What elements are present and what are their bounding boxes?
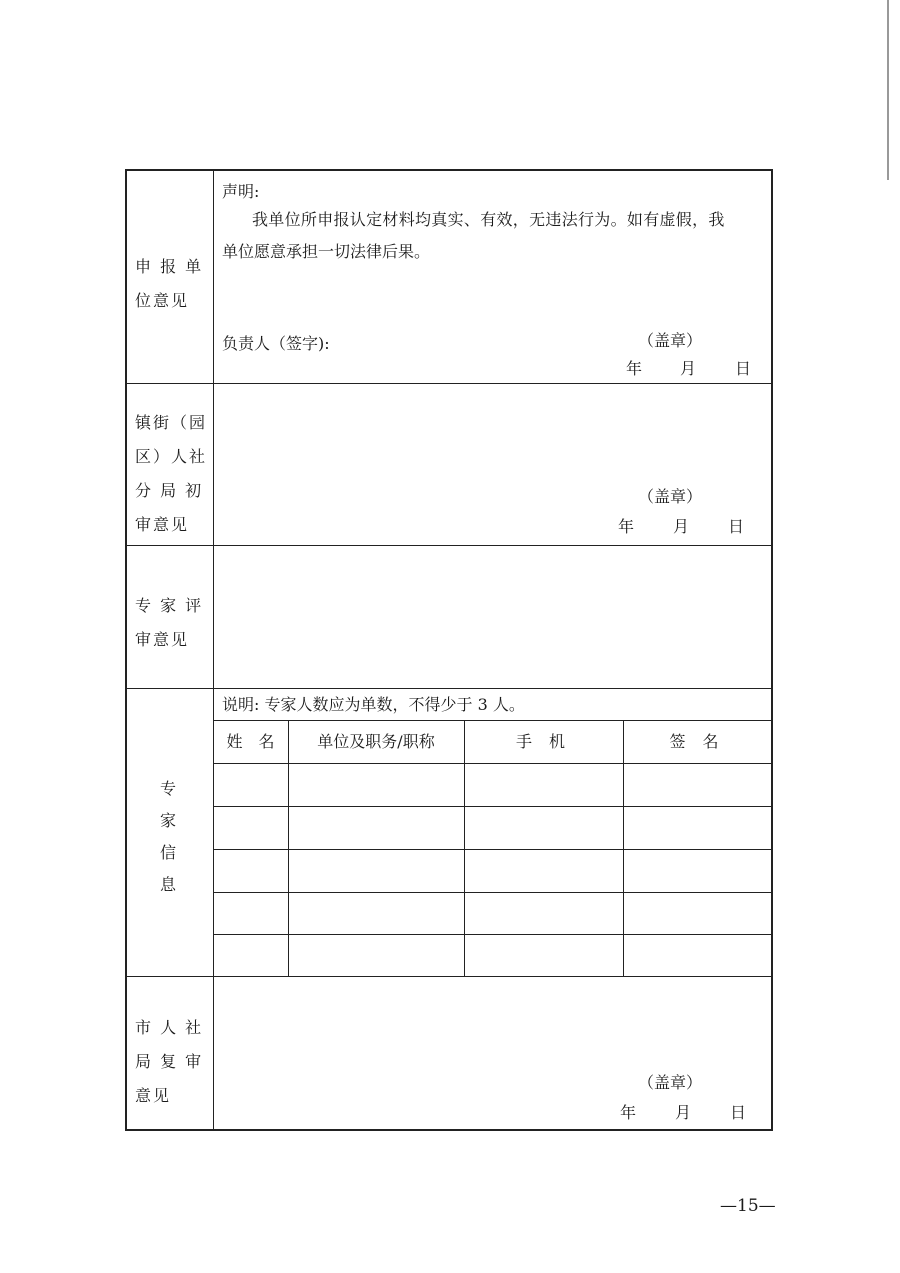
town-label-line: 审意见	[135, 515, 190, 534]
applicant-label	[135, 250, 203, 318]
town-label	[135, 406, 207, 542]
town-label-line: 镇街（园	[135, 413, 208, 432]
date-month: 月	[675, 1103, 692, 1122]
city-label-line: 局 复 审	[135, 1052, 204, 1071]
header-phone: 手 机	[515, 732, 572, 751]
statement-line: 我单位所申报认定材料均真实、有效，无违法行为。如有虚假，我	[252, 210, 725, 229]
seal-label: （盖章）	[638, 331, 703, 350]
applicant-label-line: 申 报 单	[135, 257, 204, 276]
section-divider	[125, 976, 773, 977]
expert-info-label-char: 家	[160, 811, 177, 830]
table-row[interactable]	[214, 893, 771, 934]
expert-review-label	[135, 589, 203, 657]
expert-info-label-char: 专	[160, 779, 177, 798]
town-label-line: 分 局 初	[135, 481, 204, 500]
date-month: 月	[673, 517, 690, 536]
date-year: 年	[618, 517, 635, 536]
date-year: 年	[626, 359, 643, 378]
table-row[interactable]	[214, 807, 771, 849]
expert-info-label	[160, 773, 176, 901]
label-column-divider	[213, 169, 214, 1131]
city-label-line: 市 人 社	[135, 1018, 204, 1037]
expert-table-line	[213, 720, 772, 721]
expert-review-label-line: 审意见	[135, 630, 190, 649]
signer-field[interactable]: 负责人（签字):	[222, 334, 330, 353]
header-sign: 签 名	[669, 732, 725, 751]
seal-label: （盖章）	[638, 1073, 703, 1092]
town-label-line: 区）人社	[135, 447, 208, 466]
seal-label: （盖章）	[638, 487, 703, 506]
date-day: 日	[735, 359, 752, 378]
date-day: 日	[728, 517, 745, 536]
date-month: 月	[680, 359, 697, 378]
expert-review-label-line: 专 家 评	[135, 596, 204, 615]
expert-info-label-char: 息	[160, 875, 177, 894]
applicant-label-line: 位意见	[135, 291, 190, 310]
expert-info-label-char: 信	[160, 843, 177, 862]
header-name: 姓 名	[226, 732, 275, 751]
expert-note: 说明: 专家人数应为单数，不得少于 3 人。	[222, 695, 525, 714]
table-row[interactable]	[214, 935, 771, 976]
statement-title: 声明:	[222, 182, 260, 201]
date-year: 年	[620, 1103, 637, 1122]
statement-line: 单位愿意承担一切法律后果。	[222, 242, 431, 261]
city-label	[135, 1011, 203, 1113]
table-row[interactable]	[214, 850, 771, 892]
page-number: —15—	[720, 1196, 776, 1216]
table-border-right	[771, 169, 773, 1131]
section-divider	[125, 545, 773, 546]
date-day: 日	[730, 1103, 747, 1122]
section-divider	[125, 383, 773, 384]
section-divider	[125, 688, 773, 689]
table-border-top	[125, 169, 773, 171]
table-border-bottom	[125, 1129, 773, 1131]
table-row[interactable]	[214, 764, 771, 806]
header-unit: 单位及职务/职称	[317, 732, 435, 751]
scan-edge-mark	[887, 0, 889, 180]
city-label-line: 意见	[135, 1086, 172, 1105]
table-border-left	[125, 169, 127, 1131]
